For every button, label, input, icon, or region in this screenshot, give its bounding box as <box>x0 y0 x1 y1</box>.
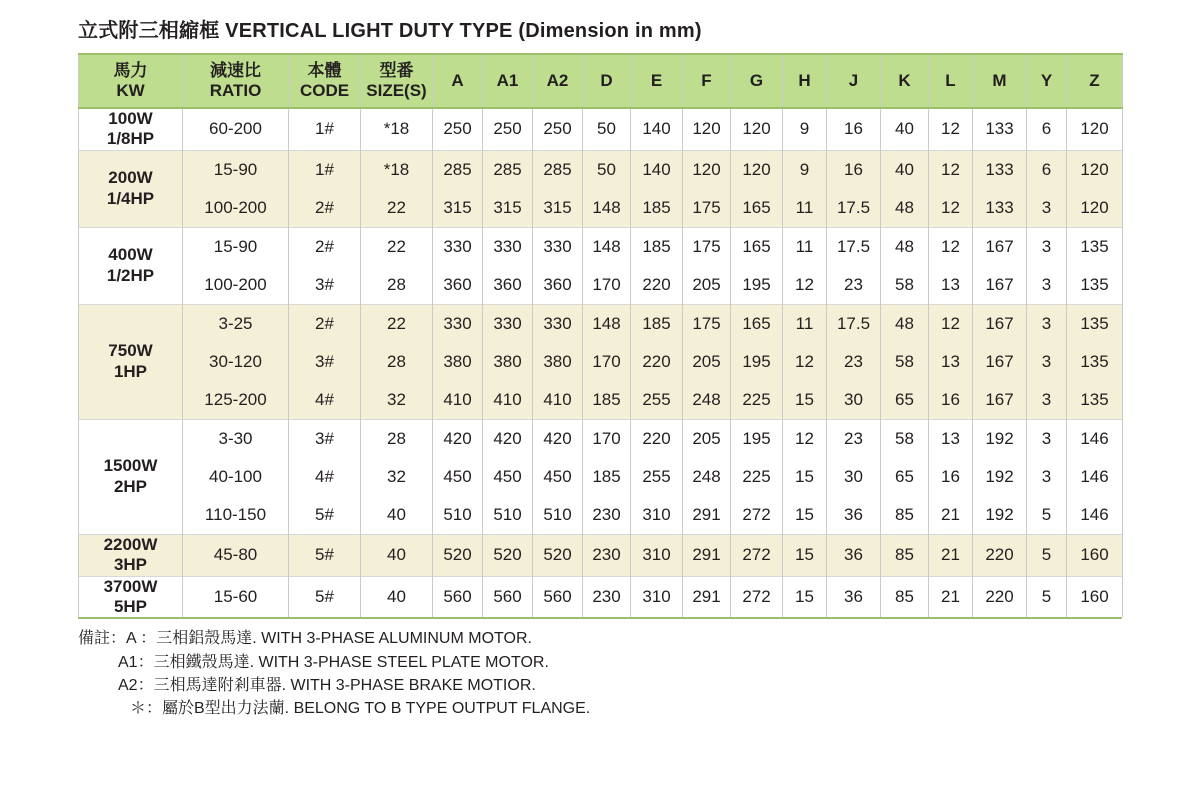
cell-a: 560 <box>433 576 483 617</box>
cell-g: 195 <box>731 419 783 458</box>
cell-a: 380 <box>433 343 483 381</box>
cell-h: 15 <box>783 576 827 617</box>
table-row <box>79 381 1123 420</box>
cell-d: 170 <box>583 343 631 381</box>
column-header-code <box>289 54 361 108</box>
cell-z: 120 <box>1067 108 1123 150</box>
cell-code: 5# <box>289 534 361 576</box>
cell-ratio: 100-200 <box>183 189 289 228</box>
cell-l: 12 <box>929 108 973 150</box>
cell-kw <box>79 108 183 150</box>
column-header-kw-line2: KW <box>116 81 145 100</box>
cell-z: 160 <box>1067 534 1123 576</box>
cell-e: 255 <box>631 458 683 496</box>
cell-ratio: 3-30 <box>183 419 289 458</box>
cell-l: 12 <box>929 227 973 266</box>
cell-kw-line1: 750W <box>108 341 153 361</box>
cell-g: 225 <box>731 458 783 496</box>
cell-z: 146 <box>1067 496 1123 535</box>
cell-code: 1# <box>289 108 361 150</box>
cell-y: 3 <box>1027 266 1067 305</box>
cell-m: 167 <box>973 304 1027 343</box>
cell-a1: 360 <box>483 266 533 305</box>
cell-k: 65 <box>881 458 929 496</box>
column-header-f: F <box>683 54 731 108</box>
cell-ratio: 15-90 <box>183 150 289 189</box>
column-header-y: Y <box>1027 54 1067 108</box>
cell-k: 48 <box>881 227 929 266</box>
cell-size: 22 <box>361 227 433 266</box>
cell-a2: 315 <box>533 189 583 228</box>
cell-size: 40 <box>361 496 433 535</box>
column-header-m: M <box>973 54 1027 108</box>
cell-y: 6 <box>1027 108 1067 150</box>
cell-h: 15 <box>783 534 827 576</box>
table-row <box>79 227 1123 266</box>
cell-y: 3 <box>1027 227 1067 266</box>
cell-z: 120 <box>1067 189 1123 228</box>
cell-f: 205 <box>683 266 731 305</box>
cell-kw <box>79 150 183 227</box>
cell-d: 170 <box>583 266 631 305</box>
cell-code: 3# <box>289 419 361 458</box>
cell-e: 255 <box>631 381 683 420</box>
cell-g: 272 <box>731 496 783 535</box>
table-header-row <box>79 54 1123 108</box>
cell-a: 420 <box>433 419 483 458</box>
cell-d: 230 <box>583 496 631 535</box>
table-row <box>79 419 1123 458</box>
column-header-size-line1: 型番 <box>379 61 414 81</box>
cell-ratio: 40-100 <box>183 458 289 496</box>
cell-size: 22 <box>361 304 433 343</box>
cell-j: 36 <box>827 534 881 576</box>
cell-kw-line1: 1500W <box>103 456 158 476</box>
cell-k: 85 <box>881 496 929 535</box>
cell-a2: 250 <box>533 108 583 150</box>
cell-kw-line1: 400W <box>108 245 153 265</box>
cell-ratio: 15-90 <box>183 227 289 266</box>
cell-l: 12 <box>929 189 973 228</box>
cell-y: 3 <box>1027 419 1067 458</box>
column-header-ratio <box>183 54 289 108</box>
cell-k: 85 <box>881 576 929 617</box>
cell-z: 146 <box>1067 419 1123 458</box>
cell-code: 2# <box>289 304 361 343</box>
cell-e: 220 <box>631 419 683 458</box>
cell-code: 4# <box>289 381 361 420</box>
column-header-j: J <box>827 54 881 108</box>
cell-l: 13 <box>929 266 973 305</box>
cell-k: 40 <box>881 150 929 189</box>
cell-f: 248 <box>683 381 731 420</box>
cell-size: 28 <box>361 343 433 381</box>
cell-j: 23 <box>827 266 881 305</box>
table-row <box>79 150 1123 189</box>
cell-f: 291 <box>683 496 731 535</box>
cell-a2: 520 <box>533 534 583 576</box>
cell-e: 310 <box>631 576 683 617</box>
cell-e: 185 <box>631 227 683 266</box>
cell-k: 48 <box>881 189 929 228</box>
cell-j: 23 <box>827 343 881 381</box>
cell-d: 230 <box>583 534 631 576</box>
cell-code: 2# <box>289 227 361 266</box>
cell-kw-line1: 100W <box>108 109 153 128</box>
cell-k: 40 <box>881 108 929 150</box>
cell-j: 17.5 <box>827 304 881 343</box>
cell-a: 450 <box>433 458 483 496</box>
cell-h: 12 <box>783 266 827 305</box>
cell-k: 48 <box>881 304 929 343</box>
cell-kw <box>79 534 183 576</box>
cell-m: 167 <box>973 343 1027 381</box>
cell-d: 185 <box>583 381 631 420</box>
cell-l: 13 <box>929 419 973 458</box>
cell-h: 15 <box>783 458 827 496</box>
notes-block <box>78 627 1122 720</box>
column-header-kw <box>79 54 183 108</box>
cell-y: 6 <box>1027 150 1067 189</box>
cell-a2: 410 <box>533 381 583 420</box>
table-row <box>79 534 1123 576</box>
column-header-kw-line1: 馬力 <box>113 61 148 81</box>
cell-h: 15 <box>783 496 827 535</box>
cell-kw <box>79 419 183 534</box>
cell-code: 1# <box>289 150 361 189</box>
cell-kw-line2: 2HP <box>113 476 148 496</box>
cell-k: 58 <box>881 419 929 458</box>
column-header-h: H <box>783 54 827 108</box>
cell-m: 167 <box>973 381 1027 420</box>
cell-z: 135 <box>1067 343 1123 381</box>
cell-l: 12 <box>929 150 973 189</box>
note-line-4: ＊：屬於B型出力法蘭. BELONG TO B TYPE OUTPUT FLANGE. <box>130 699 591 717</box>
cell-k: 58 <box>881 266 929 305</box>
cell-a2: 420 <box>533 419 583 458</box>
cell-y: 3 <box>1027 343 1067 381</box>
cell-d: 148 <box>583 304 631 343</box>
cell-h: 11 <box>783 189 827 228</box>
cell-h: 11 <box>783 227 827 266</box>
cell-y: 3 <box>1027 304 1067 343</box>
cell-m: 192 <box>973 419 1027 458</box>
cell-a1: 560 <box>483 576 533 617</box>
cell-a1: 315 <box>483 189 533 228</box>
cell-j: 30 <box>827 458 881 496</box>
cell-e: 185 <box>631 304 683 343</box>
cell-m: 220 <box>973 534 1027 576</box>
cell-k: 58 <box>881 343 929 381</box>
cell-e: 140 <box>631 108 683 150</box>
cell-j: 36 <box>827 496 881 535</box>
column-header-code-line1: 本體 <box>307 61 342 81</box>
cell-f: 205 <box>683 419 731 458</box>
cell-m: 167 <box>973 266 1027 305</box>
cell-y: 3 <box>1027 458 1067 496</box>
cell-e: 185 <box>631 189 683 228</box>
cell-a2: 450 <box>533 458 583 496</box>
column-header-a2: A2 <box>533 54 583 108</box>
cell-g: 272 <box>731 576 783 617</box>
cell-z: 120 <box>1067 150 1123 189</box>
cell-l: 16 <box>929 458 973 496</box>
cell-j: 30 <box>827 381 881 420</box>
column-header-a: A <box>433 54 483 108</box>
cell-y: 5 <box>1027 576 1067 617</box>
cell-code: 3# <box>289 343 361 381</box>
cell-f: 291 <box>683 576 731 617</box>
cell-d: 148 <box>583 189 631 228</box>
cell-a1: 450 <box>483 458 533 496</box>
cell-kw <box>79 227 183 304</box>
cell-kw-line1: 2200W <box>103 534 158 554</box>
cell-e: 220 <box>631 266 683 305</box>
cell-h: 11 <box>783 304 827 343</box>
cell-a1: 380 <box>483 343 533 381</box>
column-header-k: K <box>881 54 929 108</box>
cell-m: 133 <box>973 150 1027 189</box>
cell-a1: 330 <box>483 227 533 266</box>
cell-a2: 330 <box>533 304 583 343</box>
cell-g: 165 <box>731 189 783 228</box>
cell-ratio: 3-25 <box>183 304 289 343</box>
cell-f: 120 <box>683 150 731 189</box>
cell-g: 165 <box>731 304 783 343</box>
cell-size: 28 <box>361 266 433 305</box>
cell-kw <box>79 304 183 419</box>
cell-kw-line2: 1/2HP <box>106 265 155 285</box>
cell-kw-line2: 5HP <box>113 596 148 616</box>
column-header-l: L <box>929 54 973 108</box>
cell-g: 225 <box>731 381 783 420</box>
cell-d: 185 <box>583 458 631 496</box>
cell-z: 135 <box>1067 227 1123 266</box>
cell-l: 16 <box>929 381 973 420</box>
cell-h: 9 <box>783 108 827 150</box>
cell-ratio: 30-120 <box>183 343 289 381</box>
cell-a: 360 <box>433 266 483 305</box>
table-row <box>79 576 1123 617</box>
cell-a2: 510 <box>533 496 583 535</box>
cell-code: 5# <box>289 496 361 535</box>
cell-k: 85 <box>881 534 929 576</box>
cell-z: 146 <box>1067 458 1123 496</box>
column-header-d: D <box>583 54 631 108</box>
cell-a2: 285 <box>533 150 583 189</box>
cell-a1: 420 <box>483 419 533 458</box>
cell-e: 310 <box>631 534 683 576</box>
cell-e: 140 <box>631 150 683 189</box>
table-row <box>79 108 1123 150</box>
cell-kw-line1: 200W <box>108 168 153 188</box>
table-row <box>79 189 1123 228</box>
cell-d: 50 <box>583 108 631 150</box>
column-header-a1: A1 <box>483 54 533 108</box>
cell-m: 133 <box>973 108 1027 150</box>
cell-f: 248 <box>683 458 731 496</box>
table-body <box>79 108 1123 617</box>
cell-a1: 510 <box>483 496 533 535</box>
cell-k: 65 <box>881 381 929 420</box>
cell-j: 17.5 <box>827 189 881 228</box>
cell-kw-line1: 3700W <box>103 576 158 596</box>
cell-a: 410 <box>433 381 483 420</box>
specification-table <box>78 53 1123 617</box>
cell-kw-line2: 1/8HP <box>106 129 155 149</box>
cell-code: 5# <box>289 576 361 617</box>
cell-f: 175 <box>683 189 731 228</box>
column-header-ratio-line1: 減速比 <box>210 61 261 81</box>
cell-a: 510 <box>433 496 483 535</box>
cell-j: 16 <box>827 108 881 150</box>
table-row <box>79 496 1123 535</box>
cell-size: 22 <box>361 189 433 228</box>
cell-a: 250 <box>433 108 483 150</box>
column-header-size-line2: SIZE(S) <box>366 81 427 100</box>
cell-y: 5 <box>1027 496 1067 535</box>
cell-size: 28 <box>361 419 433 458</box>
cell-y: 5 <box>1027 534 1067 576</box>
cell-f: 120 <box>683 108 731 150</box>
cell-j: 23 <box>827 419 881 458</box>
cell-a: 520 <box>433 534 483 576</box>
cell-y: 3 <box>1027 189 1067 228</box>
cell-h: 12 <box>783 343 827 381</box>
cell-d: 230 <box>583 576 631 617</box>
cell-size: 40 <box>361 576 433 617</box>
table-row <box>79 458 1123 496</box>
cell-m: 192 <box>973 496 1027 535</box>
cell-kw-line2: 1HP <box>113 361 148 381</box>
cell-a: 330 <box>433 227 483 266</box>
cell-kw-line2: 3HP <box>113 555 148 575</box>
column-header-g: G <box>731 54 783 108</box>
cell-code: 3# <box>289 266 361 305</box>
cell-m: 133 <box>973 189 1027 228</box>
cell-f: 175 <box>683 227 731 266</box>
cell-size: 40 <box>361 534 433 576</box>
cell-a2: 330 <box>533 227 583 266</box>
page-title: 立式附三相縮框 VERTICAL LIGHT DUTY TYPE (Dimension in mm) <box>78 20 702 42</box>
column-header-size <box>361 54 433 108</box>
cell-g: 195 <box>731 266 783 305</box>
cell-z: 160 <box>1067 576 1123 617</box>
cell-g: 165 <box>731 227 783 266</box>
cell-a: 315 <box>433 189 483 228</box>
cell-size: *18 <box>361 150 433 189</box>
cell-d: 148 <box>583 227 631 266</box>
column-header-ratio-line2: RATIO <box>209 81 262 100</box>
cell-l: 13 <box>929 343 973 381</box>
cell-h: 12 <box>783 419 827 458</box>
table-row <box>79 304 1123 343</box>
column-header-e: E <box>631 54 683 108</box>
cell-code: 4# <box>289 458 361 496</box>
cell-kw <box>79 576 183 617</box>
cell-a2: 560 <box>533 576 583 617</box>
cell-l: 12 <box>929 304 973 343</box>
cell-m: 167 <box>973 227 1027 266</box>
cell-ratio: 45-80 <box>183 534 289 576</box>
cell-j: 36 <box>827 576 881 617</box>
cell-z: 135 <box>1067 266 1123 305</box>
note-line-2: A1：三相鐵殼馬達. WITH 3-PHASE STEEL PLATE MOTOR. <box>118 653 549 671</box>
cell-f: 175 <box>683 304 731 343</box>
cell-f: 291 <box>683 534 731 576</box>
cell-e: 310 <box>631 496 683 535</box>
cell-d: 50 <box>583 150 631 189</box>
cell-ratio: 60-200 <box>183 108 289 150</box>
cell-j: 16 <box>827 150 881 189</box>
cell-a1: 520 <box>483 534 533 576</box>
note-line-3: A2：三相馬達附剎車器. WITH 3-PHASE BRAKE MOTIOR. <box>118 676 536 694</box>
cell-f: 205 <box>683 343 731 381</box>
cell-ratio: 15-60 <box>183 576 289 617</box>
table-bottom-rule <box>78 617 1122 619</box>
cell-a: 285 <box>433 150 483 189</box>
cell-m: 192 <box>973 458 1027 496</box>
cell-ratio: 110-150 <box>183 496 289 535</box>
cell-a2: 380 <box>533 343 583 381</box>
cell-d: 170 <box>583 419 631 458</box>
cell-j: 17.5 <box>827 227 881 266</box>
table-row <box>79 343 1123 381</box>
cell-m: 220 <box>973 576 1027 617</box>
cell-e: 220 <box>631 343 683 381</box>
cell-code: 2# <box>289 189 361 228</box>
cell-a: 330 <box>433 304 483 343</box>
column-header-code-line2: CODE <box>299 81 350 100</box>
cell-l: 21 <box>929 496 973 535</box>
note-line-1: 備註：A ：三相鋁殼馬達. WITH 3-PHASE ALUMINUM MOTOR. <box>78 630 532 648</box>
cell-h: 15 <box>783 381 827 420</box>
table-row <box>79 266 1123 305</box>
cell-l: 21 <box>929 534 973 576</box>
cell-size: 32 <box>361 381 433 420</box>
cell-ratio: 125-200 <box>183 381 289 420</box>
cell-a2: 360 <box>533 266 583 305</box>
cell-a1: 250 <box>483 108 533 150</box>
cell-g: 120 <box>731 150 783 189</box>
cell-z: 135 <box>1067 304 1123 343</box>
cell-ratio: 100-200 <box>183 266 289 305</box>
cell-h: 9 <box>783 150 827 189</box>
cell-size: 32 <box>361 458 433 496</box>
cell-z: 135 <box>1067 381 1123 420</box>
cell-g: 120 <box>731 108 783 150</box>
cell-size: *18 <box>361 108 433 150</box>
cell-kw-line2: 1/4HP <box>106 188 155 208</box>
cell-g: 272 <box>731 534 783 576</box>
cell-a1: 410 <box>483 381 533 420</box>
cell-a1: 330 <box>483 304 533 343</box>
column-header-z: Z <box>1067 54 1123 108</box>
cell-a1: 285 <box>483 150 533 189</box>
cell-y: 3 <box>1027 381 1067 420</box>
cell-g: 195 <box>731 343 783 381</box>
cell-l: 21 <box>929 576 973 617</box>
